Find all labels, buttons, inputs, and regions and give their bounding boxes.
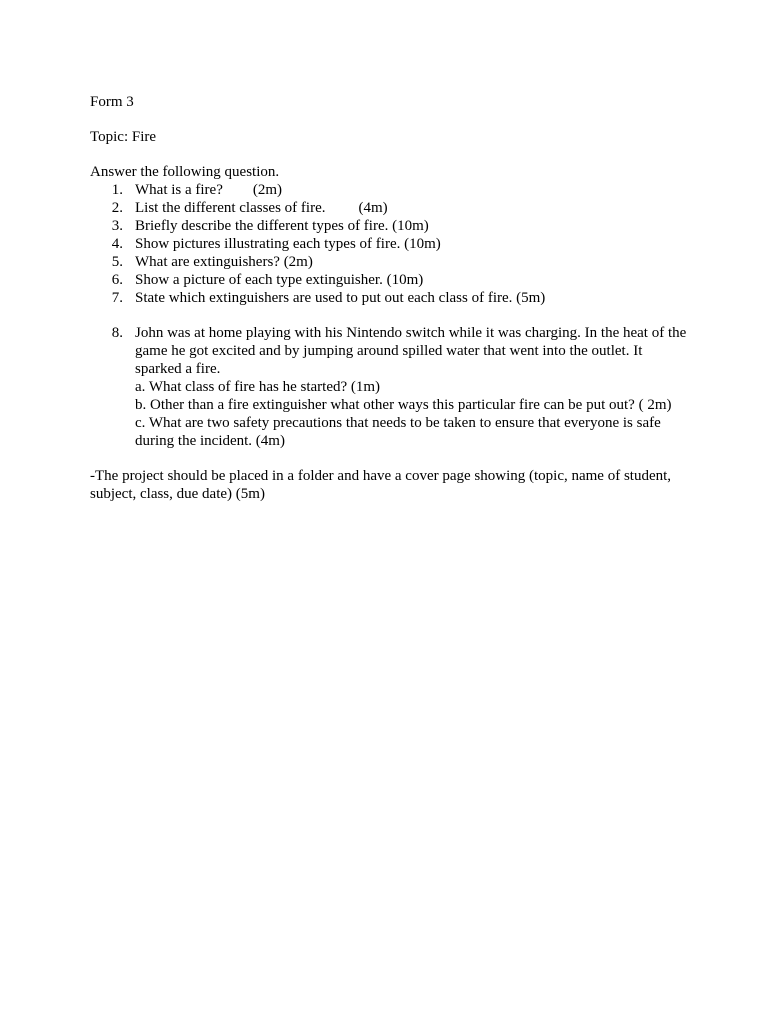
- question-number: 2.: [111, 200, 123, 216]
- question-number: 1.: [111, 182, 123, 198]
- question-item-6: [90, 271, 690, 289]
- question-text: Show pictures illustrating each types of fire. (10m): [135, 236, 441, 252]
- question-number: 4.: [111, 236, 123, 252]
- question-number: 6.: [111, 272, 123, 288]
- question-number: 5.: [111, 254, 123, 270]
- question-item-4: [90, 235, 690, 253]
- question-item-5: [90, 253, 690, 271]
- question-8-sub-a: a. What class of fire has he started? (1m): [135, 379, 381, 395]
- question-number: 7.: [111, 290, 123, 306]
- question-8-text: John was at home playing with his Nintendo switch while it was charging. In the heat of the game he got excited and by jumping around spilled water that went into the outlet. It sparked a fire.: [135, 325, 687, 377]
- question-number: 3.: [111, 218, 123, 234]
- topic-label: Topic: Fire: [90, 129, 157, 145]
- project-note: -The project should be placed in a folder and have a cover page showing (topic, name of student, subject, class, due date) (5m): [90, 468, 672, 502]
- question-text: List the different classes of fire.: [135, 200, 326, 216]
- question-item-1: [90, 181, 690, 199]
- question-text: Show a picture of each type extinguisher. (10m): [135, 272, 424, 288]
- question-list: [90, 181, 690, 450]
- form-label: Form 3: [90, 94, 134, 110]
- question-marks: (2m): [252, 182, 283, 198]
- question-number: 8.: [111, 325, 123, 341]
- question-item-3: [90, 217, 690, 235]
- question-text: State which extinguishers are used to put out each class of fire. (5m): [135, 290, 546, 306]
- question-8-sub-c: c. What are two safety precautions that needs to be taken to ensure that everyone is safe during the incident. (4m): [135, 415, 661, 449]
- question-text: Briefly describe the different types of fire. (10m): [135, 218, 429, 234]
- question-item-7: [90, 289, 690, 307]
- question-8-sub-b: b. Other than a fire extinguisher what other ways this particular fire can be put out? ( 2m): [135, 397, 672, 413]
- document-page: [90, 93, 690, 503]
- question-text: What is a fire?: [135, 182, 223, 198]
- question-text: What are extinguishers? (2m): [135, 254, 313, 270]
- instruction-text: Answer the following question.: [90, 164, 280, 180]
- question-marks: (4m): [358, 200, 388, 216]
- question-item-2: [90, 199, 690, 217]
- question-item-8: [90, 324, 690, 450]
